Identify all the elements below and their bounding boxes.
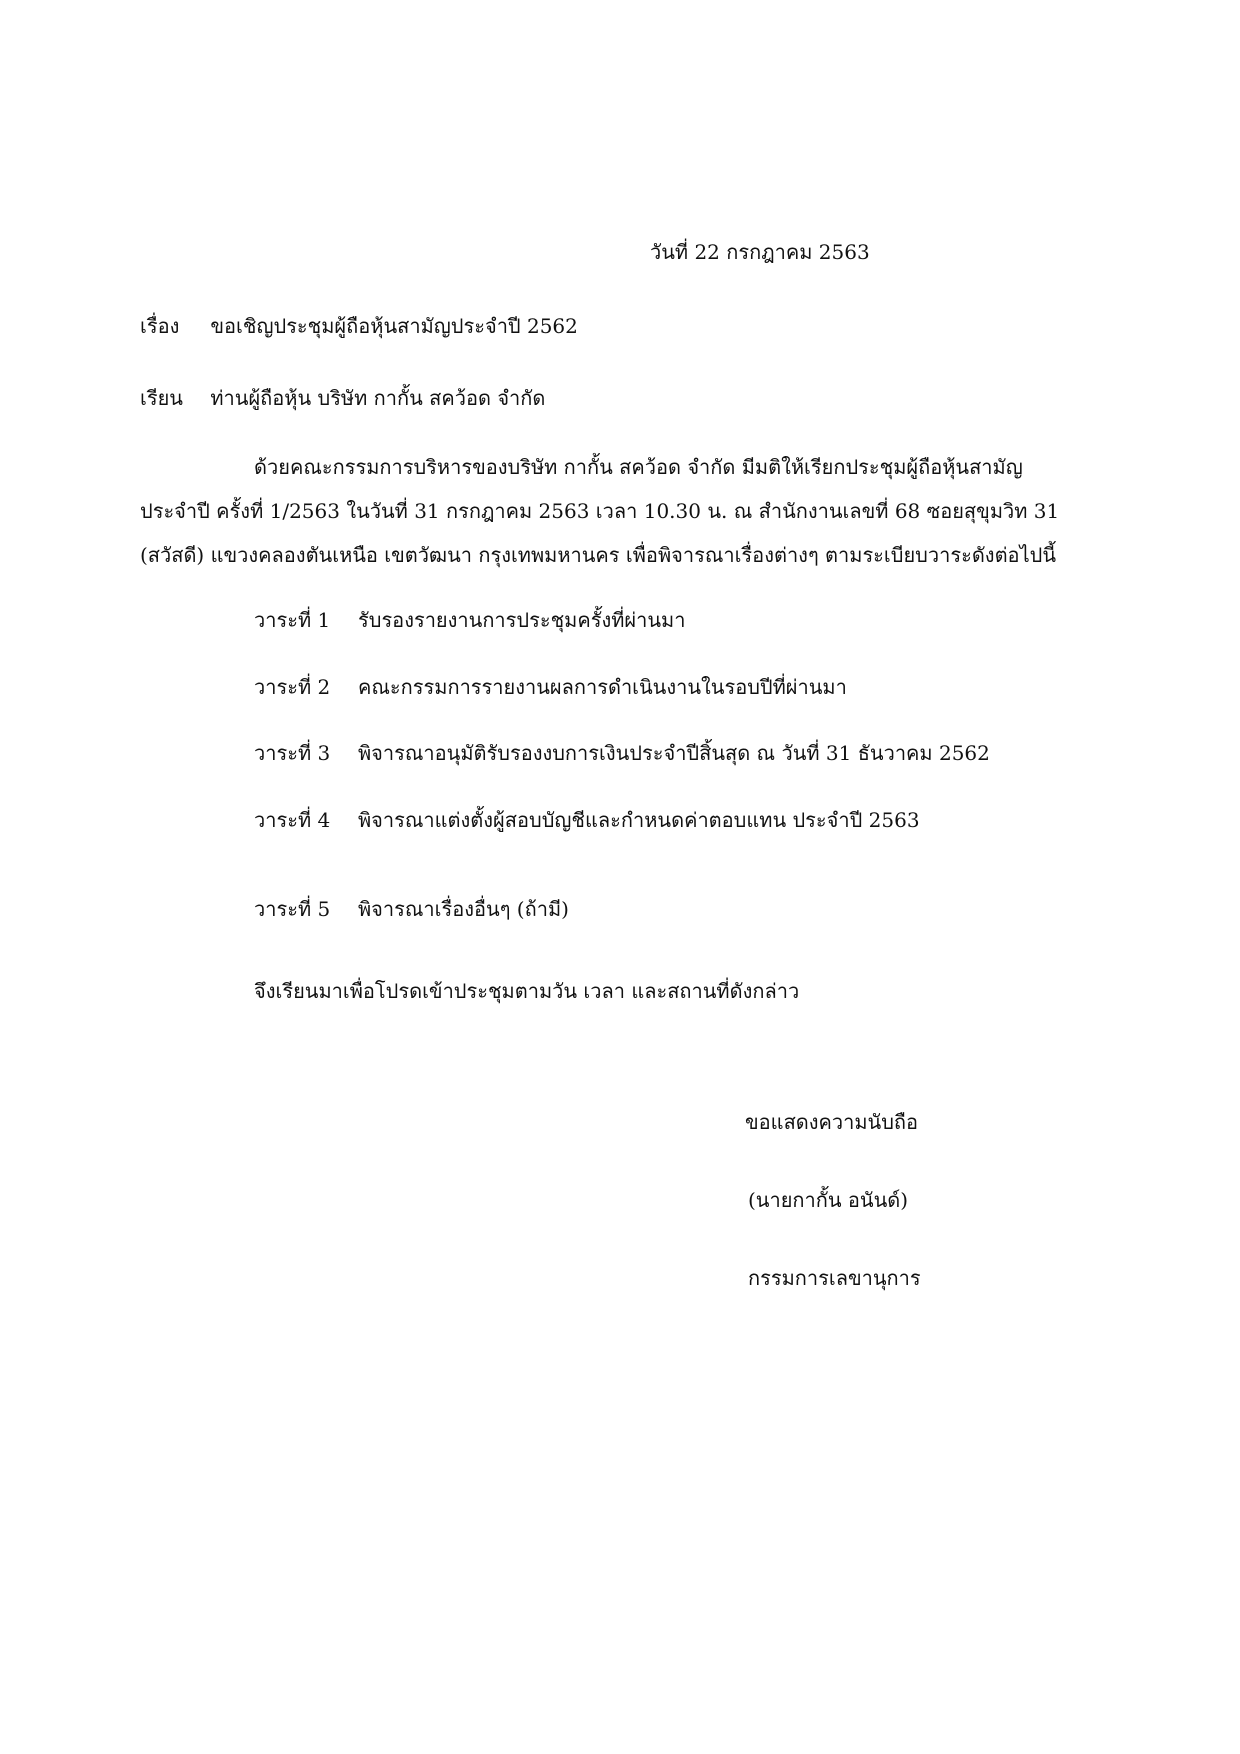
agenda-number: วาระที่ 4 <box>254 808 331 832</box>
agenda-item <box>254 604 685 636</box>
signature-regards: ขอแสดงความนับถือ <box>745 1110 919 1134</box>
recipient-line <box>140 388 545 408</box>
body-line: (สวัสดี) แขวงคลองตันเหนือ เขตวัฒนา กรุงเทพมหานคร เพื่อพิจารณาเรื่องต่างๆ ตามระเบียบวาระดังต่อไปนี้ <box>140 543 1056 567</box>
agenda-item <box>254 804 920 836</box>
body-paragraph <box>140 445 1100 577</box>
closing-sentence: จึงเรียนมาเพื่อโปรดเข้าประชุมตามวัน เวลา และสถานที่ดังกล่าว <box>254 979 800 1003</box>
subject-line <box>140 316 578 336</box>
letter-date: วันที่ 22 กรกฎาคม 2563 <box>650 240 870 264</box>
agenda-text: พิจารณาเรื่องอื่นๆ (ถ้ามี) <box>358 897 569 921</box>
body-line: ประจำปี ครั้งที่ 1/2563 ในวันที่ 31 กรกฎาคม 2563 เวลา 10.30 น. ณ สำนักงานเลขที่ 68 ซอยสุขุมวิท 31 <box>140 499 1060 523</box>
agenda-text: รับรองรายงานการประชุมครั้งที่ผ่านมา <box>358 608 686 632</box>
signature-title: กรรมการเลขานุการ <box>748 1266 921 1290</box>
agenda-item <box>254 893 569 925</box>
agenda-number: วาระที่ 3 <box>254 741 331 765</box>
agenda-number: วาระที่ 2 <box>254 675 331 699</box>
agenda-text: พิจารณาอนุมัติรับรองงบการเงินประจำปีสิ้นสุด ณ วันที่ 31 ธันวาคม 2562 <box>358 741 990 765</box>
agenda-item <box>254 737 990 769</box>
agenda-number: วาระที่ 1 <box>254 608 331 632</box>
recipient-text: ท่านผู้ถือหุ้น บริษัท กากั้น สคว้อด จำกัด <box>210 386 546 410</box>
body-line: ด้วยคณะกรรมการบริหารของบริษัท กากั้น สคว้อด จำกัด มีมติให้เรียกประชุมผู้ถือหุ้นสามัญ <box>254 455 1023 479</box>
agenda-number: วาระที่ 5 <box>254 897 331 921</box>
subject-label: เรื่อง <box>140 314 180 338</box>
agenda-item <box>254 671 847 703</box>
agenda-text: คณะกรรมการรายงานผลการดำเนินงานในรอบปีที่ผ่านมา <box>358 675 847 699</box>
subject-text: ขอเชิญประชุมผู้ถือหุ้นสามัญประจำปี 2562 <box>210 314 578 338</box>
agenda-text: พิจารณาแต่งตั้งผู้สอบบัญชีและกำหนดค่าตอบแทน ประจำปี 2563 <box>358 808 920 832</box>
recipient-label: เรียน <box>140 386 183 410</box>
signature-name: (นายกากั้น อนันด์) <box>748 1188 909 1212</box>
